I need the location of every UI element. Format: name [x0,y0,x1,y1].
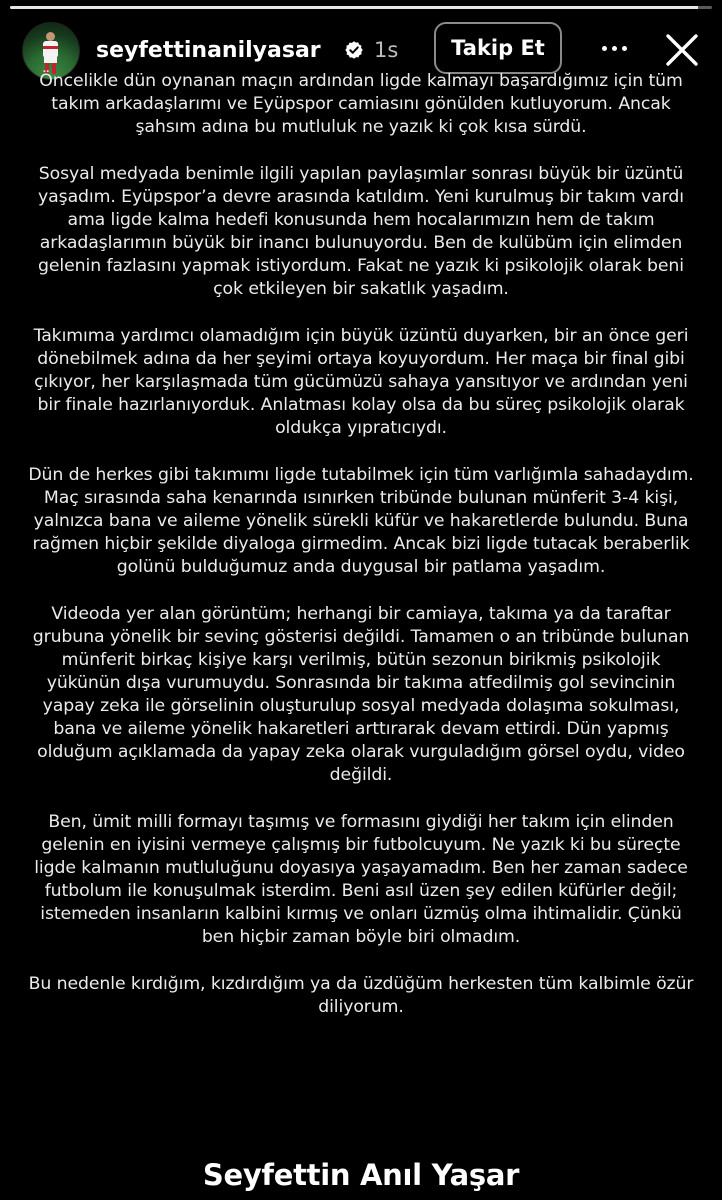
verified-badge-icon [344,40,364,60]
story-progress-bar [10,6,712,9]
statement-paragraph: Takımıma yardımcı olamadığım için büyük üzüntü duyarken, bir an önce geri dönebilmek adına da her şeyimi ortaya koyuyordum. Her maça bir final gibi çıkıyor, her karşılaşmada tüm gücümüzü sahaya yansıtıyor ve ardından yeni bir finale hazırlanıyorduk. Anlatması kolay olsa da bu süreç psikolojik olarak oldukça yıpratıcıydı. [33,326,689,438]
statement-paragraph: Ben, ümit milli formayı taşımış ve formasını giydiği her takım için elinden gelenin en iyisini vermeye çalışmış bir futbolcuyum. Ne yazık ki bu süreçte ligde kalmanın mutluluğunu doyasıya yaşayamadım. Ben her zaman sadece futbolum ile konuşulmak isterdim. Beni asıl üzen şey edilen küfürler değil; istemeden insanların kalbini kırmış ve onları üzmüş olma ihtimalidir. Çünkü ben hiçbir zaman böyle biri olmadım. [34,812,688,947]
statement-paragraph: Sosyal medyada benimle ilgili yapılan paylaşımlar sonrası büyük bir üzüntü yaşadım. Eyüpspor’a devre arasında katıldım. Yeni kurulmuş bir takım vardı ama ligde kalma hedefi konusunda hem hocalarımızın hem de takım arkadaşlarımın büyük bir inancı bulunuyordu. Ben de kulübüm için elimden gelenin fazlasını yapmak istiyordum. Fakat ne yazık ki psikolojik olarak beni çok etkileyen bir sakatlık yaşadım. [38,164,684,299]
story-progress-fill [10,6,698,9]
close-icon[interactable] [662,30,702,70]
more-options-icon[interactable] [594,32,634,64]
username[interactable]: seyfettinanilyasar [96,38,321,63]
statement-paragraph: Öncelikle dün oynanan maçın ardından ligde kalmayı başardığımız için tüm takım arkadaşlarımı ve Eyüpspor camiasını gönülden kutluyorum. Ancak şahsım adına bu mutluluk ne yazık ki çok kısa sürdü. [39,71,683,137]
statement-text [28,70,694,1043]
story-timestamp: 1s [374,38,399,62]
statement-paragraph: Dün de herkes gibi takımımı ligde tutabilmek için tüm varlığımla sahadaydım. Maç sırasında saha kenarında ısınırken tribünde bulunan münferit 3-4 kişi, yalnızca bana ve aileme yönelik sürekli küfür ve hakaretlerde bulundu. Buna rağmen hiçbir şekilde diyaloga girmedim. Ancak bizi ligde tutacak beraberlik golünü bulduğumuz anda duygusal bir patlama yaşadım. [28,465,694,577]
signature: Seyfettin Anıl Yaşar [202,1158,520,1192]
statement-paragraph: Videoda yer alan görüntüm; herhangi bir camiaya, takıma ya da taraftar grubuna yönelik bir sevinç gösterisi değildi. Tamamen o an tribünde bulunan münferit birkaç kişiye karşı verilmiş, bütün sezonun birikmiş psikolojik yükünün dışa vurumuydu. Sonrasında bir takıma atfedilmiş gol sevincinin yapay zeka ile görselinin oluşturulup sosyal medyada dolaşıma sokulması, bana ve aileme yönelik hakaretleri arttırarak devam ettirdi. Dün yapmış olduğum açıklamada da yapay zeka olarak vurguladığım görsel oydu, video değildi. [32,604,690,785]
statement-paragraph: Bu nedenle kırdığım, kızdırdığım ya da üzdüğüm herkesten tüm kalbimle özür diliyorum. [28,974,694,1017]
follow-button[interactable]: Takip Et [434,22,562,74]
